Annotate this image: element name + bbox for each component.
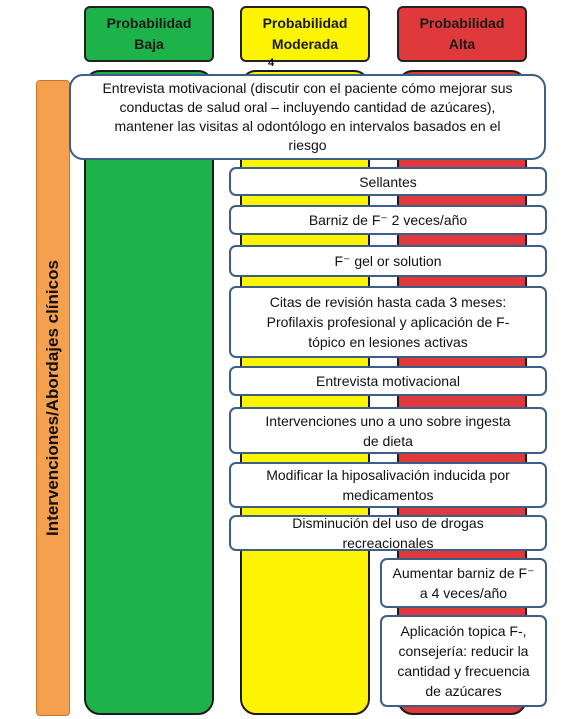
intervention-varnish-4x: Aumentar barniz de F⁻ a 4 veces/año [380, 558, 547, 608]
column-low-probability [84, 70, 214, 715]
header-high-probability [397, 6, 527, 62]
intervention-all-levels: Entrevista motivacional (discutir con el paciente cómo mejorar sus conductas de salud oral – incluyendo cantidad de azúcares), mantener las visitas al odontólogo en intervalos basados en el riesgo [69, 74, 546, 160]
intervention-varnish-2x: Barniz de F⁻ 2 veces/año [229, 205, 547, 235]
header-moderate-probability [240, 6, 370, 62]
header-moderate-label: Probabilidad Moderada [262, 15, 348, 52]
side-label: Intervenciones/Abordajes clínicos [43, 260, 62, 536]
intervention-checkups: Citas de revisión hasta cada 3 meses: Profilaxis profesional y aplicación de F- tópico en lesiones activas [229, 286, 547, 358]
intervention-topical: Aplicación topica F-, consejería: reducir la cantidad y frecuencia de azúcares [380, 615, 547, 707]
intervention-hyposalivation: Modificar la hiposalivación inducida por medicamentos [229, 462, 547, 508]
header-low-label: Probabilidad Baja [106, 15, 192, 52]
intervention-drugs: Disminución del uso de drogas recreacionales [229, 515, 547, 551]
header-high-label: Probabilidad Alta [419, 15, 505, 52]
header-low-probability [84, 6, 214, 62]
intervention-sealants: Sellantes [229, 167, 547, 196]
intervention-gel: F⁻ gel or solution [229, 245, 547, 277]
moderate-note: 4 [268, 57, 275, 69]
intervention-diet: Intervenciones uno a uno sobre ingesta de dieta [229, 407, 547, 454]
intervention-motivational: Entrevista motivacional [229, 366, 547, 396]
